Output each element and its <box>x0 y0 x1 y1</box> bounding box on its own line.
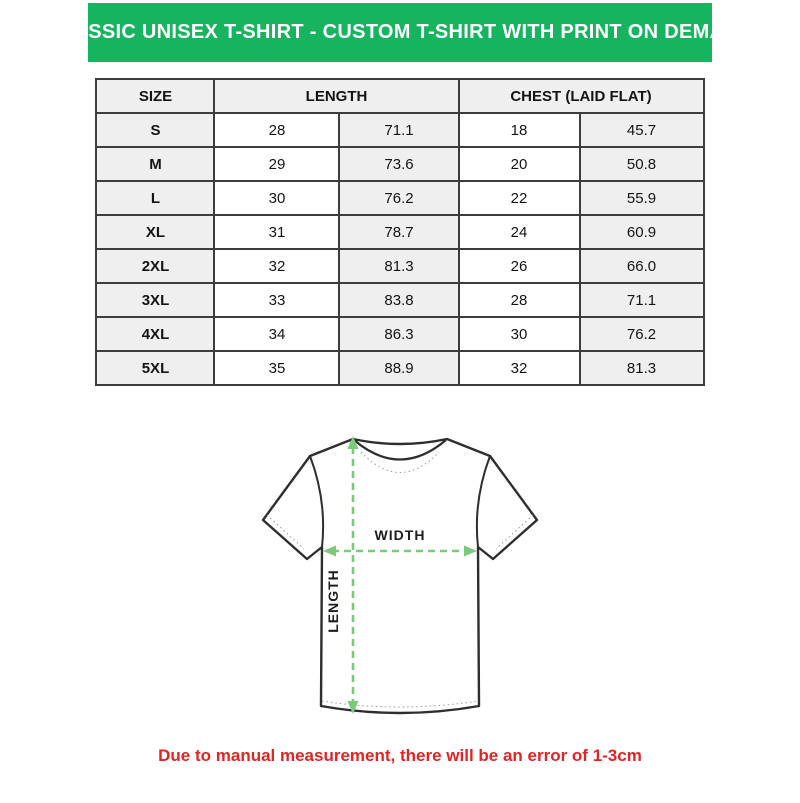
table-row <box>96 147 703 181</box>
chest-in-cell: 30 <box>459 317 580 351</box>
measurement-error-note: Due to manual measurement, there will be an error of 1-3cm <box>158 746 642 765</box>
size-cell: 4XL <box>96 317 214 351</box>
chest-cm-cell: 81.3 <box>580 351 704 385</box>
size-cell: 3XL <box>96 283 214 317</box>
chest-cm-cell: 66.0 <box>580 249 704 283</box>
size-cell: S <box>96 113 214 147</box>
table-row <box>96 249 703 283</box>
chest-in-cell: 18 <box>459 113 580 147</box>
length-cm-cell: 73.6 <box>339 147 458 181</box>
table-row <box>96 351 703 385</box>
length-cm-cell: 71.1 <box>339 113 458 147</box>
tshirt-measurement-diagram <box>250 423 550 733</box>
table-row <box>96 113 703 147</box>
length-in-cell: 29 <box>214 147 339 181</box>
length-in-cell: 28 <box>214 113 339 147</box>
chest-cm-cell: 76.2 <box>580 317 704 351</box>
length-cm-cell: 88.9 <box>339 351 458 385</box>
length-in-cell: 35 <box>214 351 339 385</box>
chest-in-cell: 22 <box>459 181 580 215</box>
length-cm-cell: 78.7 <box>339 215 458 249</box>
chest-cm-cell: 55.9 <box>580 181 704 215</box>
title-banner <box>46 3 754 62</box>
width-label: WIDTH <box>374 527 426 543</box>
size-chart-table <box>95 78 704 386</box>
length-in-cell: 32 <box>214 249 339 283</box>
table-row <box>96 317 703 351</box>
table-row <box>96 283 703 317</box>
chest-cm-cell: 60.9 <box>580 215 704 249</box>
header-size: SIZE <box>96 79 214 113</box>
table-row <box>96 181 703 215</box>
size-cell: 2XL <box>96 249 214 283</box>
table-row <box>96 215 703 249</box>
chest-cm-cell: 71.1 <box>580 283 704 317</box>
length-in-cell: 31 <box>214 215 339 249</box>
chest-cm-cell: 45.7 <box>580 113 704 147</box>
length-cm-cell: 83.8 <box>339 283 458 317</box>
length-cm-cell: 76.2 <box>339 181 458 215</box>
tshirt-body-outline <box>263 439 537 713</box>
chest-in-cell: 28 <box>459 283 580 317</box>
tshirt-outline-drawing <box>250 423 550 733</box>
length-cm-cell: 86.3 <box>339 317 458 351</box>
header-chest: CHEST (LAID FLAT) <box>459 79 704 113</box>
table-header-row <box>96 79 703 113</box>
chest-in-cell: 24 <box>459 215 580 249</box>
chest-in-cell: 26 <box>459 249 580 283</box>
length-in-cell: 30 <box>214 181 339 215</box>
size-cell: 5XL <box>96 351 214 385</box>
chest-in-cell: 32 <box>459 351 580 385</box>
size-cell: M <box>96 147 214 181</box>
page-title: CLASSIC UNISEX T-SHIRT - CUSTOM T-SHIRT WITH PRINT ON DEMAND <box>46 21 754 43</box>
chest-cm-cell: 50.8 <box>580 147 704 181</box>
length-cm-cell: 81.3 <box>339 249 458 283</box>
size-cell: L <box>96 181 214 215</box>
size-cell: XL <box>96 215 214 249</box>
length-in-cell: 33 <box>214 283 339 317</box>
header-length: LENGTH <box>214 79 458 113</box>
length-in-cell: 34 <box>214 317 339 351</box>
chest-in-cell: 20 <box>459 147 580 181</box>
length-label: LENGTH <box>325 569 341 633</box>
